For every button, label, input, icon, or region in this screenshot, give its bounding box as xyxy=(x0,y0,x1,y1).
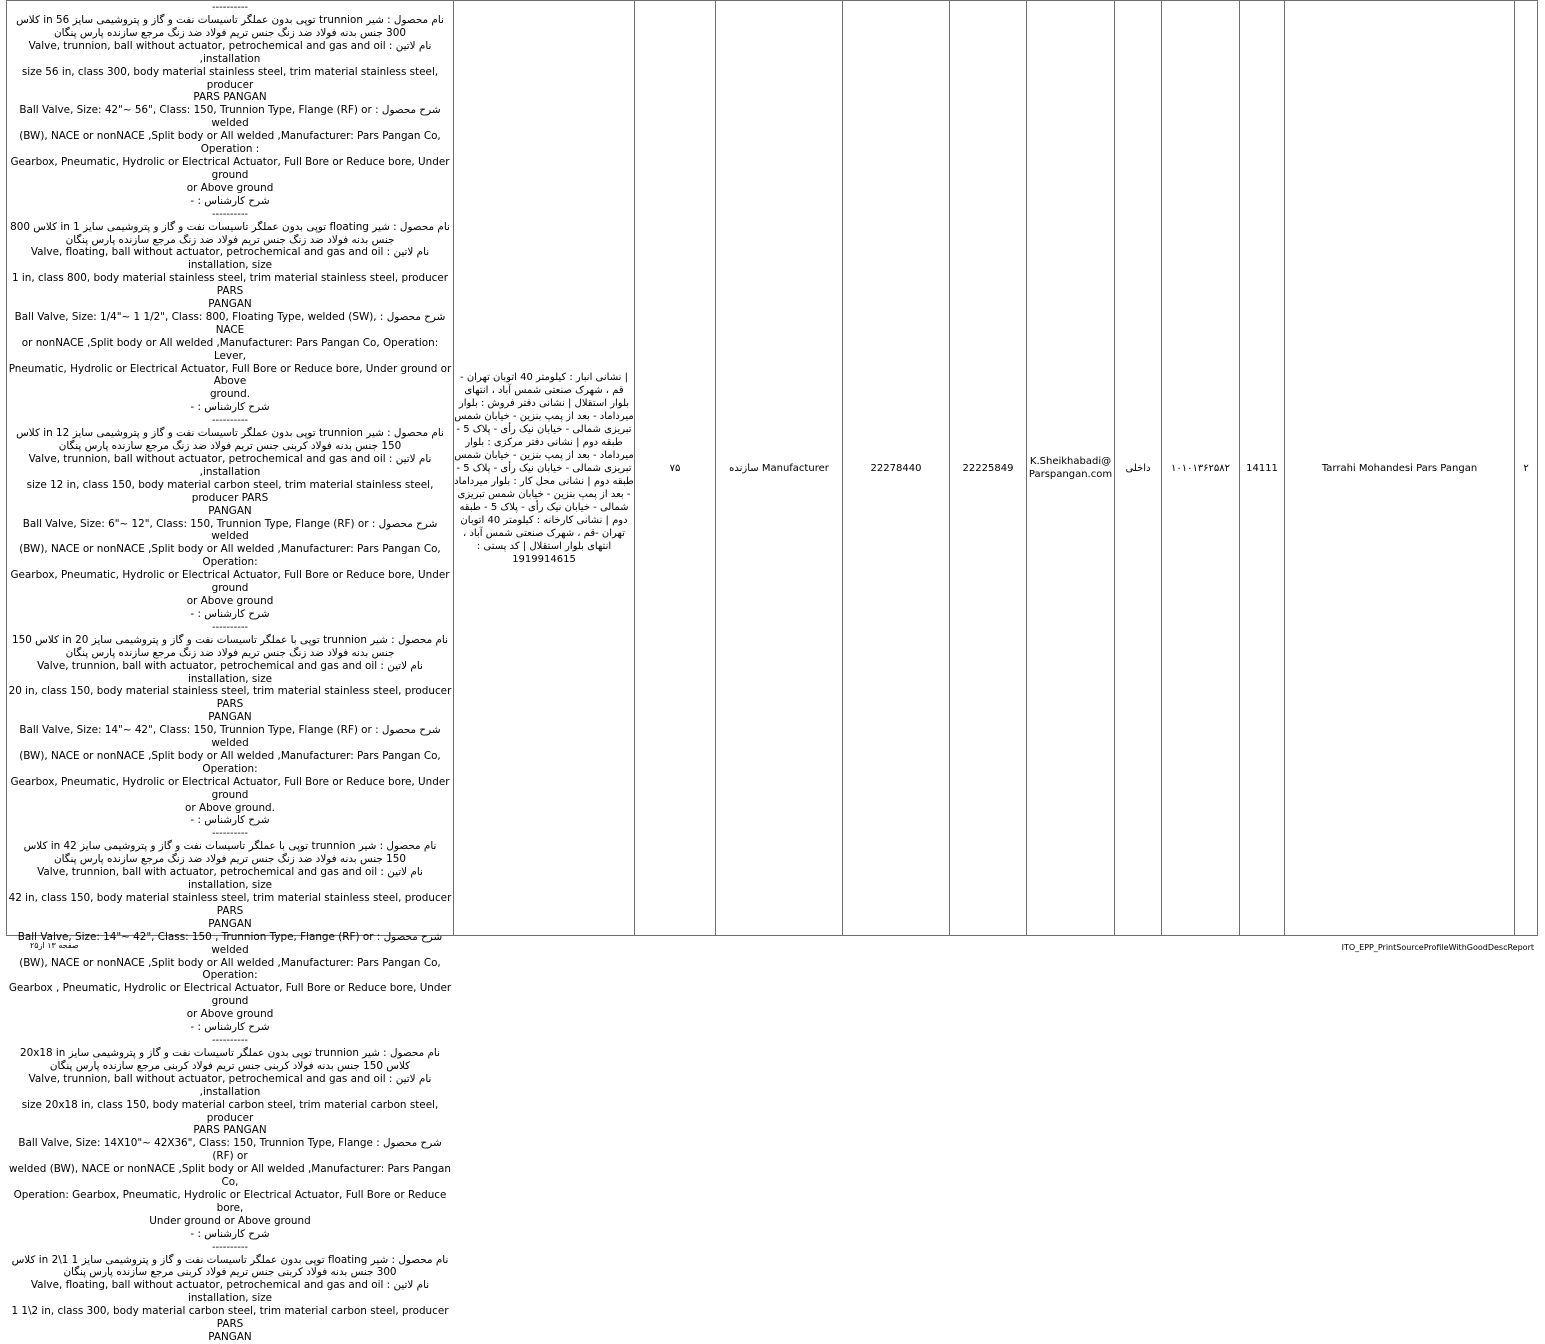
product-entry-line: کلاس 150 جنس بدنه فولاد کربنی جنس تریم فولاد کربنی مرجع سازنده پارس پنگان xyxy=(49,1059,411,1072)
product-entry-line: Pneumatic, Hydrolic or Electrical Actuator, Full Bore or Reduce bore, Under ground or Above xyxy=(8,362,452,388)
entry-separator: ---------- xyxy=(211,415,249,427)
phone-cell: 22225849 xyxy=(950,1,1027,936)
product-entry-line: or Above ground xyxy=(186,1008,274,1021)
entry-separator: ---------- xyxy=(211,621,249,633)
product-entry-line: PANGAN xyxy=(208,1331,252,1343)
product-entry-line: size 56 in, class 300, body material stainless steel, trim material stainless steel, producer xyxy=(21,65,439,91)
product-entry xyxy=(7,840,453,1034)
page-number: صفحه ۱۳ از۲۵ xyxy=(30,941,79,950)
entry-separator: ---------- xyxy=(211,1241,249,1253)
product-entry-line: welded (BW), NACE or nonNACE ,Split body or All welded ,Manufacturer: Pars Pangan Co, xyxy=(9,1163,451,1189)
product-entry-line: شرح کارشناس : - xyxy=(190,401,270,414)
product-entry-line: size 20x18 in, class 150, body material carbon steel, trim material carbon steel, producer xyxy=(21,1098,439,1124)
product-entry xyxy=(7,1254,453,1344)
email-cell[interactable]: K.Sheikhabadi@Parspangan.com xyxy=(1027,1,1115,936)
product-entry-line: PARS PANGAN xyxy=(193,91,267,104)
product-entry-line: Under ground or Above ground xyxy=(149,1214,311,1227)
product-entry-line: شرح کارشناس : - xyxy=(190,194,270,207)
code-cell: 14111 xyxy=(1240,1,1285,936)
product-entry-line: PANGAN xyxy=(208,917,252,930)
product-entry-line: 300 جنس بدنه فولاد کربنی جنس تریم فولاد کربنی مرجع سازنده پارس پنگان xyxy=(63,1266,397,1279)
entry-separator: ---------- xyxy=(211,1034,249,1046)
product-entry-line: شرح کارشناس : - xyxy=(190,1021,270,1034)
product-entry-line: جنس بدنه فولاد ضد زنگ جنس تریم فولاد ضد زنگ مرجع سازنده پارس پنگان xyxy=(65,646,395,659)
product-entry-line: PANGAN xyxy=(208,298,252,311)
product-entry-line: نام محصول : شیر trunnion توپی با عملگر تاسیسات نفت و گاز و پتروشیمی سایز 42 in کلاس xyxy=(23,840,437,853)
product-entry-line: نام لاتین : Valve, trunnion, ball without actuator, petrochemical and gas and oil installation, xyxy=(28,39,432,65)
product-entry-line: or Above ground. xyxy=(185,801,275,814)
product-entry-line: شرح کارشناس : - xyxy=(190,607,270,620)
product-entry-line: نام محصول : شیر trunnion توپی بدون عملگر تاسیسات نفت و گاز و پتروشیمی سایز 20x18 in xyxy=(20,1046,440,1059)
product-entry-line: شرح محصول : Ball Valve, Size: 14X10"~ 42X36", Class: 150, Trunnion Type, Flange (RF) or xyxy=(18,1137,442,1163)
product-entry-line: PARS PANGAN xyxy=(193,1124,267,1137)
product-entry-line: شرح محصول : Ball Valve, Size: 14"~ 42", Class: 150, Trunnion Type, Flange (RF) or welded xyxy=(19,724,441,750)
company-name-cell: Tarrahi Mohandesi Pars Pangan xyxy=(1285,1,1515,936)
product-entry-line: Gearbox, Pneumatic, Hydrolic or Electrical Actuator, Full Bore or Reduce bore, Under ground xyxy=(10,775,450,801)
report-name: ITO_EPP_PrintSourceProfileWithGoodDescReport xyxy=(1341,943,1534,952)
product-entry-line: 1 in, class 800, body material stainless steel, trim material stainless steel, producer PARS xyxy=(11,272,449,298)
product-entry xyxy=(7,1047,453,1241)
product-entry-line: PANGAN xyxy=(208,711,252,724)
product-entry-line: or nonNACE ,Split body or All welded ,Manufacturer: Pars Pangan Co, Operation: Lever, xyxy=(21,336,439,362)
entry-separator: ---------- xyxy=(211,208,249,220)
fax-cell: 22278440 xyxy=(843,1,950,936)
product-entry-line: Gearbox, Pneumatic, Hydrolic or Electrical Actuator, Full Bore or Reduce bore, Under ground xyxy=(10,155,450,181)
product-entry-line: or Above ground xyxy=(186,181,274,194)
product-entry-line: (BW), NACE or nonNACE ,Split body or All welded ,Manufacturer: Pars Pangan Co, Operation: xyxy=(19,749,441,775)
product-entry-line: ground. xyxy=(209,388,251,401)
product-entry xyxy=(7,427,453,621)
count-cell: ۷۵ xyxy=(635,1,716,936)
product-entry xyxy=(7,221,453,415)
product-entry-line: شرح محصول : Ball Valve, Size: 42"~ 56", Class: 150, Trunnion Type, Flange (RF) or welded xyxy=(19,104,441,130)
product-entry-line: PANGAN xyxy=(208,504,252,517)
product-entry-line: Gearbox, Pneumatic, Hydrolic or Electrical Actuator, Full Bore or Reduce bore, Under ground xyxy=(10,569,450,595)
product-entry-line: نام لاتین : Valve, trunnion, ball without actuator, petrochemical and gas and oil installation, xyxy=(28,453,432,478)
entry-separator: ---------- xyxy=(211,2,249,13)
product-entry-line: 150 جنس بدنه فولاد ضد زنگ جنس تریم فولاد ضد زنگ مرجع سازنده پارس پنگان xyxy=(54,853,406,866)
product-entry-line: نام لاتین : Valve, trunnion, ball without actuator, petrochemical and gas and oil installation, xyxy=(28,1072,432,1098)
product-entry-line: size 12 in, class 150, body material carbon steel, trim material stainless steel, producer PARS xyxy=(26,478,434,504)
entry-separator: ---------- xyxy=(211,828,249,840)
product-entry-line: Gearbox , Pneumatic, Hydrolic or Electrical Actuator, Full Bore or Reduce bore, Under ground xyxy=(8,982,452,1008)
product-entry-line: شرح محصول : Ball Valve, Size: 14"~ 42", Class: 150 , Trunnion Type, Flange (RF) or welded xyxy=(17,930,443,956)
product-entry-line: شرح محصول : Ball Valve, Size: 1/4"~ 1 1/2", Class: 800, Floating Type, welded (SW), NACE xyxy=(14,310,446,336)
product-entry-line: نام محصول : شیر trunnion توپی بدون عملگر تاسیسات نفت و گاز و پتروشیمی سایز 12 in کلاس xyxy=(16,427,444,440)
product-entry-line: (BW), NACE or nonNACE ,Split body or All welded ,Manufacturer: Pars Pangan Co, Operation: xyxy=(19,956,441,982)
product-entry-line: 150 جنس بدنه فولاد کربنی جنس تریم فولاد ضد زنگ مرجع سازنده پارس پنگان xyxy=(58,440,402,453)
product-entry-line: نام محصول : شیر floating توپی بدون عملگر تاسیسات نفت و گاز و پتروشیمی سایز 1 in کلاس 800 xyxy=(10,220,450,233)
product-entry-line: 42 in, class 150, body material stainless steel, trim material stainless steel, producer PARS xyxy=(8,892,452,917)
product-entry-line: نام لاتین : Valve, trunnion, ball with actuator, petrochemical and gas and oil installation, size xyxy=(37,659,423,685)
product-entry xyxy=(7,634,453,828)
product-entry-line: نام لاتین : Valve, trunnion, ball with actuator, petrochemical and gas and oil installation, size xyxy=(37,866,423,892)
product-entry-line: (BW), NACE or nonNACE ,Split body or All welded ,Manufacturer: Pars Pangan Co, Operation: xyxy=(19,543,441,569)
product-entry-line: شرح کارشناس : - xyxy=(190,814,270,827)
product-entry xyxy=(7,14,453,208)
product-entry-line: نام محصول : شیر trunnion توپی با عملگر تاسیسات نفت و گاز و پتروشیمی سایز 20 in کلاس 150 xyxy=(12,633,448,646)
supplier-type-cell: سازنده Manufacturer xyxy=(716,1,843,936)
product-entry-line: or Above ground xyxy=(186,594,274,607)
product-entry-line: Operation: Gearbox, Pneumatic, Hydrolic or Electrical Actuator, Full Bore or Reduce bore, xyxy=(13,1188,447,1214)
product-entry-line: نام محصول : شیر floating توپی بدون عملگر تاسیسات نفت و گاز و پتروشیمی سایز 1 1\2 in کلاس xyxy=(11,1253,449,1266)
product-entry-line: نام محصول : شیر trunnion توپی بدون عملگر تاسیسات نفت و گاز و پتروشیمی سایز 56 in کلاس xyxy=(16,14,444,26)
product-entry-line: شرح محصول : Ball Valve, Size: 6"~ 12", Class: 150, Trunnion Type, Flange (RF) or welded xyxy=(22,517,438,543)
product-entry-line: نام لاتین : Valve, floating, ball without actuator, petrochemical and gas and oil installation, size xyxy=(30,1279,430,1305)
product-entry-line: نام لاتین : Valve, floating, ball without actuator, petrochemical and gas and oil installation, size xyxy=(30,246,430,272)
product-entry-line: (BW), NACE or nonNACE ,Split body or All welded ,Manufacturer: Pars Pangan Co, Operation : xyxy=(19,130,441,156)
product-entry-line: 1 1\2 in, class 300, body material carbon steel, trim material carbon steel, producer PARS xyxy=(11,1305,449,1331)
product-entry-line: 300 جنس بدنه فولاد ضد زنگ جنس تریم فولاد ضد زنگ مرجع سازنده پارس پنگان xyxy=(54,26,406,39)
origin-cell: داخلی xyxy=(1115,1,1162,936)
product-entry-line: شرح کارشناس : - xyxy=(190,1227,270,1240)
row-number-cell: ۲ xyxy=(1515,1,1538,936)
product-entry-line: جنس بدنه فولاد ضد زنگ جنس تریم فولاد ضد زنگ مرجع سازنده پارس پنگان xyxy=(65,233,395,246)
product-entry-line: 20 in, class 150, body material stainless steel, trim material stainless steel, producer PARS xyxy=(8,685,452,711)
national-id-cell: ۱۰۱۰۱۳۶۲۵۸۲ xyxy=(1162,1,1240,936)
address-cell: | نشانی انبار : کیلومتر 40 اتوبان تهران - قم ، شهرک صنعتی شمس آباد ، انتهای بلوار استقلال | نشانی دفتر فروش : بلوار میرداماد - بعد از پمپ بنزین - خیابان شمس تبریزی شمالی - خیابان نیک رأی - پلاک 5 - طبقه دوم | نشانی دفتر مرکزی : بلوار میرداماد - بعد از پمپ بنزین - خیابان شمس تبریزی شمالی - خیابان نیک رأی - پلاک 5 - طبقه دوم | نشانی محل کار : بلوار میرداماد - بعد از پمپ بنزین - خیابان شمس تبریزی شمالی - خیابان نیک رأی - پلاک 5 - طبقه دوم | نشانی کارخانه : کیلومتر 40 اتوبان تهران -قم ، شهرک صنعتی شمس آباد ، انتهای بلوار استقلال | کد پستی : 1919914615 xyxy=(454,1,635,936)
table-row xyxy=(7,1,1538,936)
